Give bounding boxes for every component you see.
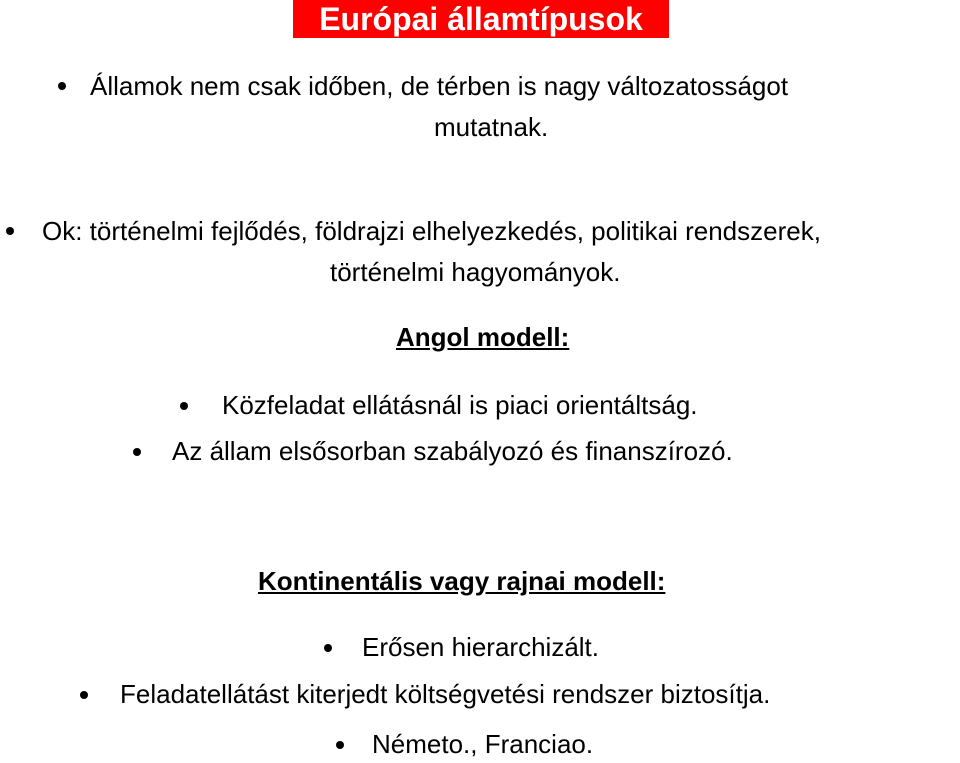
intro-bullet-1-line-1: Államok nem csak időben, de térben is nagy változatosságot (90, 71, 789, 101)
bullet-icon (324, 644, 332, 652)
bullet-icon (336, 741, 344, 749)
english-model-bullet-1: Közfeladat ellátásnál is piaci orientáltság. (222, 390, 698, 420)
page-title: Európai államtípusok (293, 0, 669, 38)
english-model-heading: Angol modell: (396, 322, 570, 352)
continental-model-heading: Kontinentális vagy rajnai modell: (258, 566, 666, 596)
bullet-icon (180, 402, 188, 410)
intro-bullet-1-line-2: mutatnak. (434, 112, 549, 142)
bullet-icon (133, 448, 141, 456)
continental-model-bullet-2: Feladatellátást kiterjedt költségvetési rendszer biztosítja. (120, 679, 771, 709)
bullet-icon (6, 227, 14, 235)
intro-bullet-2-line-2: történelmi hagyományok. (330, 257, 621, 287)
continental-model-bullet-1: Erősen hierarchizált. (362, 632, 599, 662)
continental-model-bullet-3: Németo., Franciao. (372, 729, 594, 759)
bullet-icon (80, 691, 88, 699)
english-model-bullet-2: Az állam elsősorban szabályozó és finanszírozó. (172, 436, 733, 466)
intro-bullet-2-line-1: Ok: történelmi fejlődés, földrajzi elhelyezkedés, politikai rendszerek, (42, 216, 821, 246)
bullet-icon (58, 82, 66, 90)
